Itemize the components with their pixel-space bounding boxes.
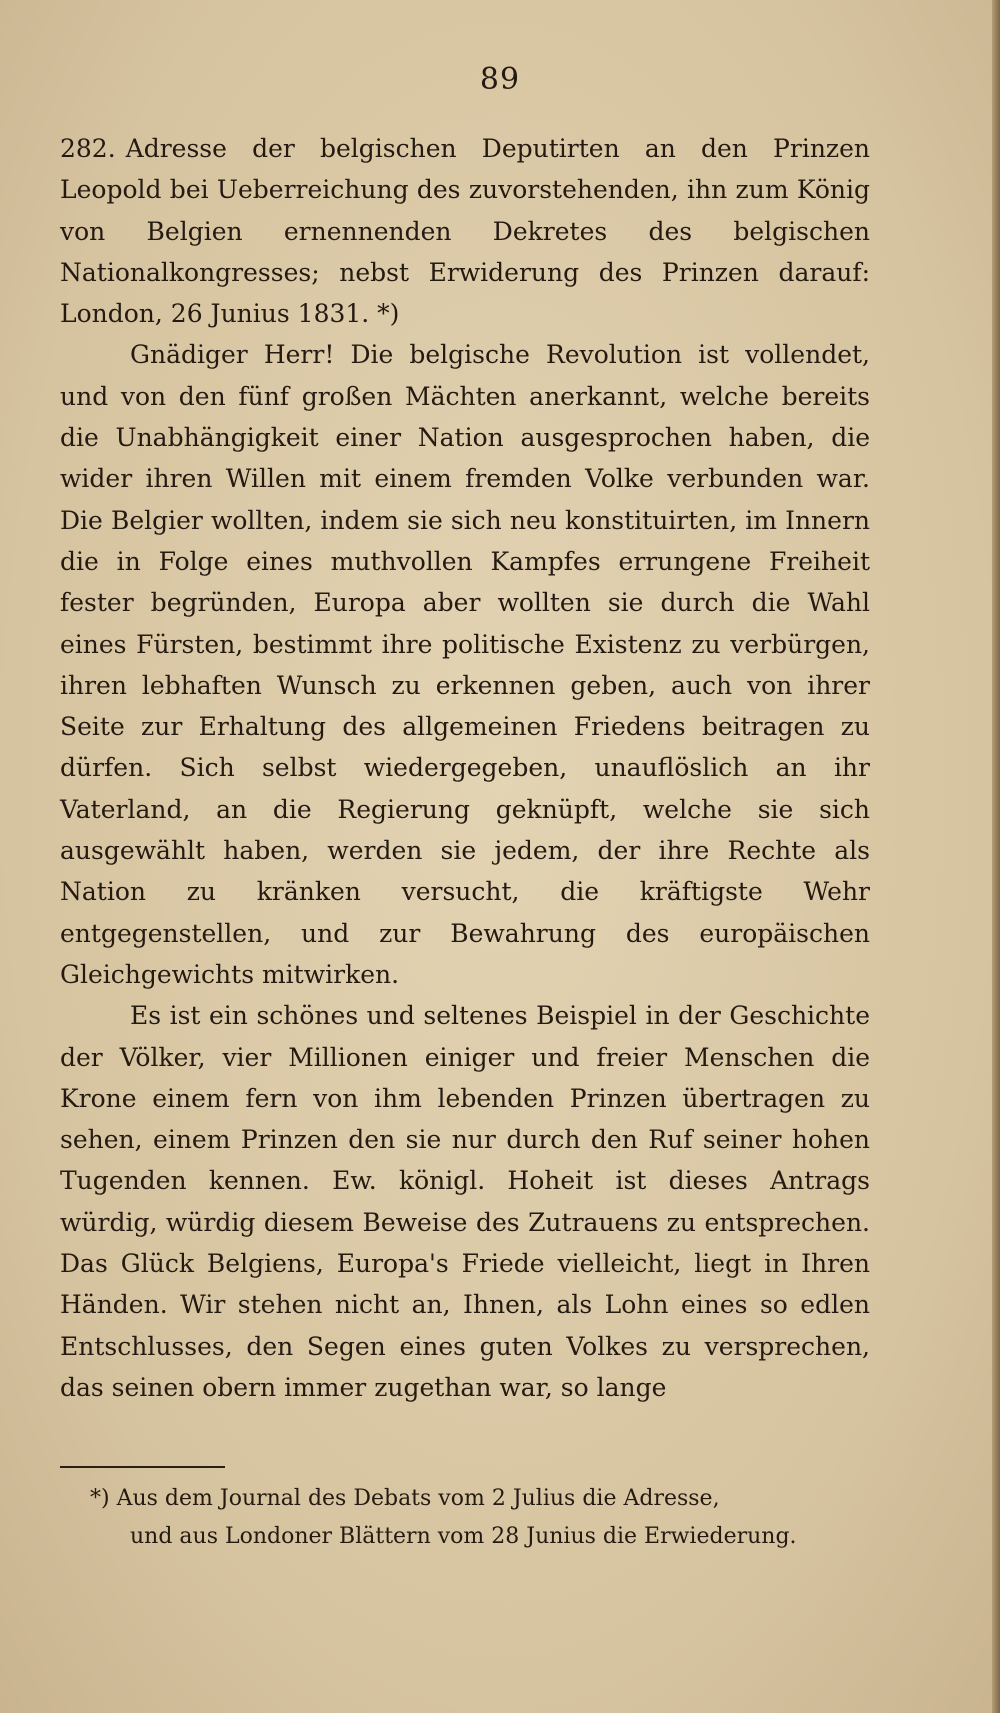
page-body bbox=[60, 128, 870, 1408]
paragraph-2: Es ist ein schönes und seltenes Beispiel in der Geschichte der Völker, vier Millionen einiger und freier Menschen die Krone einem fern von ihm lebenden Prinzen übertragen zu sehen, einem Prinzen den sie nur durch den Ruf seiner hohen Tugenden kennen. Ew. königl. Hoheit ist dieses Antrags würdig, würdig diesem Beweise des Zutrauens zu entsprechen. Das Glück Belgiens, Europa's Friede vielleicht, liegt in Ihren Händen. Wir stehen nicht an, Ihnen, als Lohn eines so edlen Entschlusses, den Segen eines guten Volkes zu versprechen, das seinen obern immer zugethan war, so lange bbox=[60, 1001, 870, 1402]
page-number: 89 bbox=[479, 62, 521, 97]
footnote bbox=[90, 1480, 870, 1556]
section-number: 282. bbox=[60, 134, 116, 163]
paragraph-1: Gnädiger Herr! Die belgische Revolution ist vollendet, und von den fünf großen Mächten anerkannt, welche bereits die Unabhängigkeit einer Nation ausgesprochen haben, die wider ihren Willen mit einem fremden Volke verbunden war. Die Belgier wollten, indem sie sich neu konstituirten, im Innern die in Folge eines muthvollen Kampfes errungene Freiheit fester begründen, Europa aber wollten sie durch die Wahl eines Fürsten, bestimmt ihre politische Existenz zu verbürgen, ihren lebhaften Wunsch zu erkennen geben, auch von ihrer Seite zur Erhaltung des allgemeinen Friedens beitragen zu dürfen. Sich selbst wiedergegeben, unauflöslich an ihr Vaterland, an die Regierung geknüpft, welche sie sich ausgewählt haben, werden sie jedem, der ihre Rechte als Nation zu kränken versucht, die kräftigste Wehr entgegenstellen, und zur Bewahrung des europäischen Gleichgewichts mitwirken. bbox=[60, 340, 870, 989]
section-title: Adresse der belgischen Deputirten an den Prinzen Leopold bei Ueberreichung des zuvorstehenden, ihn zum König von Belgien ernennenden Dekretes des belgischen Nationalkongresses; nebst Erwiderung des Prinzen darauf: London, 26 Junius 1831. *) bbox=[60, 134, 870, 329]
footnote-line-2: und aus Londoner Blättern vom 28 Junius die Erwiederung. bbox=[130, 1524, 797, 1549]
footnote-line-1: *) Aus dem Journal des Debats vom 2 Julius die Adresse, bbox=[90, 1486, 720, 1511]
section-heading bbox=[60, 128, 870, 334]
footnote-rule bbox=[60, 1466, 225, 1468]
page-edge bbox=[992, 0, 1000, 1713]
